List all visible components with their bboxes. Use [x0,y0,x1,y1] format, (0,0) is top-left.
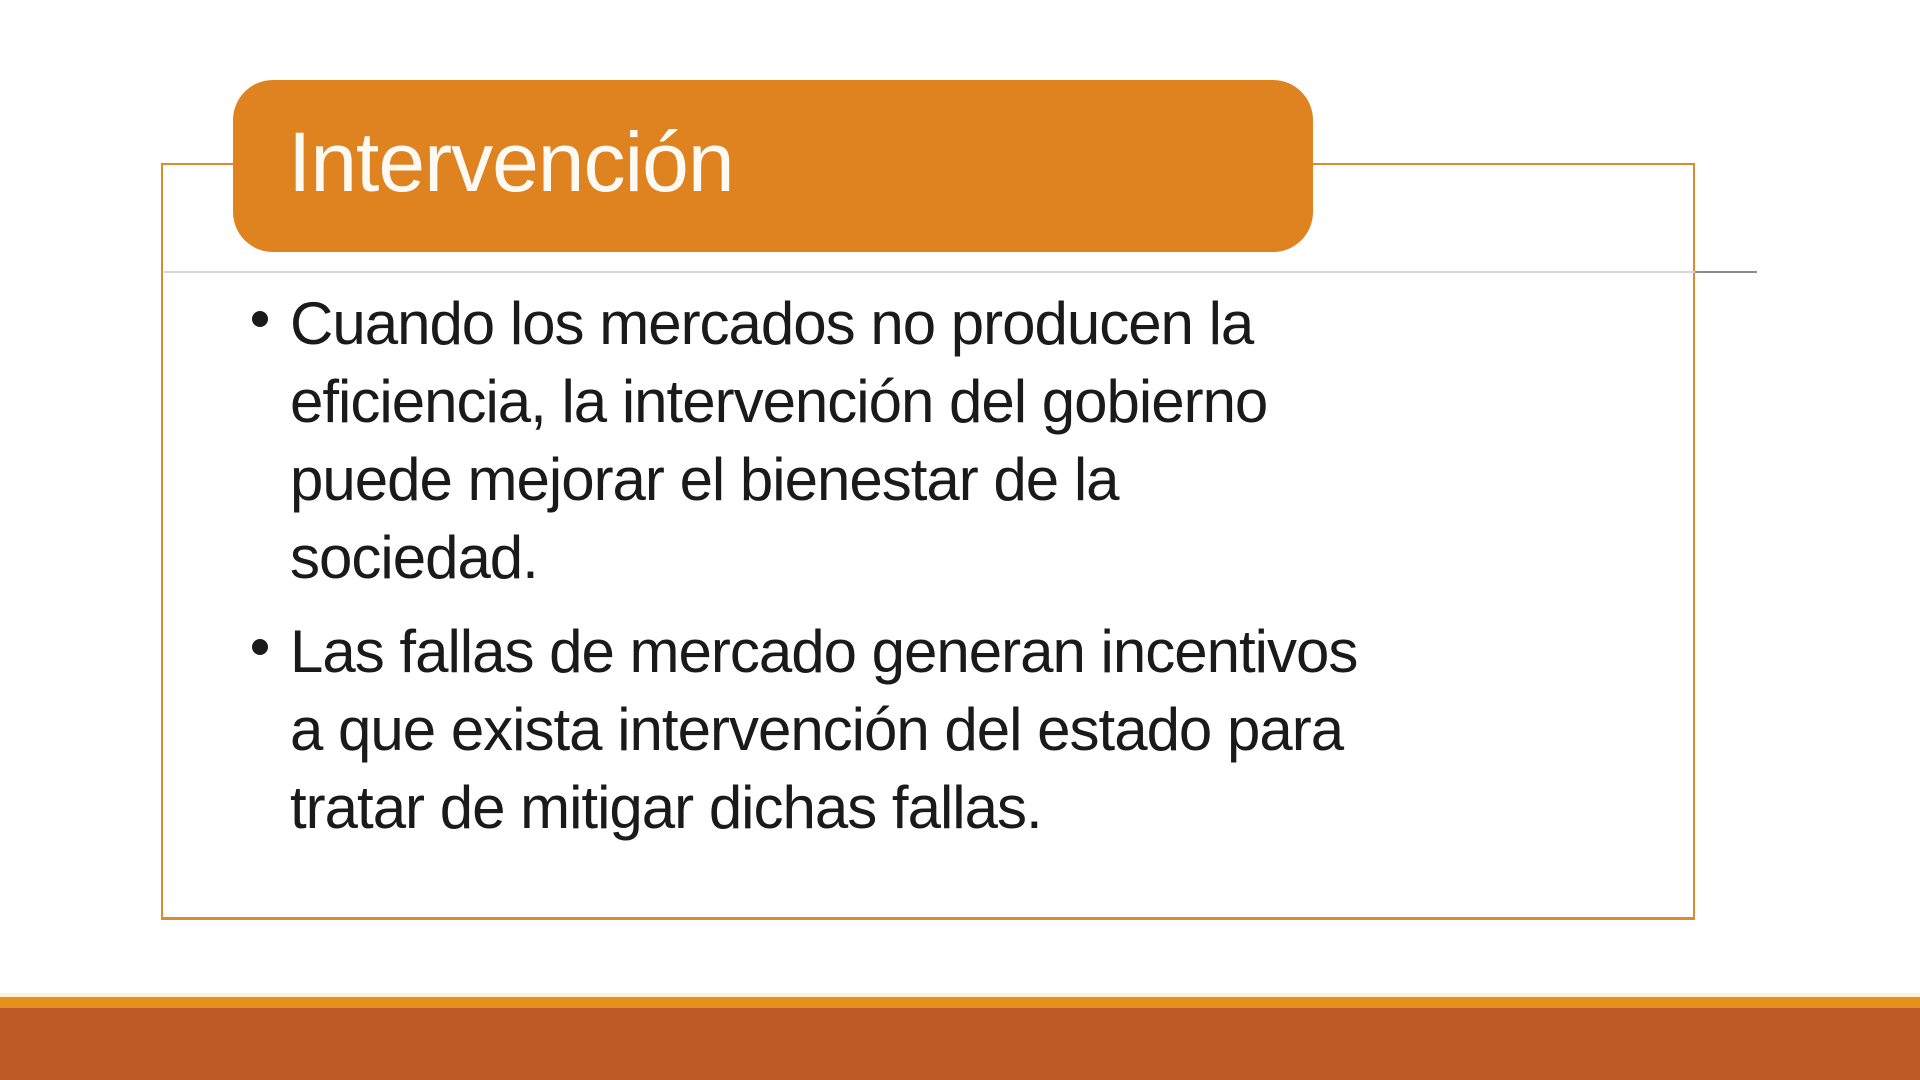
divider-line-dark [1695,271,1757,273]
slide-title: Intervención [288,115,734,209]
footer-bar [0,1008,1920,1080]
bullet-text-line: Cuando los mercados no producen la [290,290,1254,357]
title-banner [233,80,1313,252]
divider-line-light [164,271,1695,273]
bullet-text-line: Las fallas de mercado generan incentivos [290,618,1358,685]
bullet-text-line: sociedad. [290,524,538,591]
bullet-item [252,613,1532,847]
bullet-item [252,285,1532,597]
bullet-marker-icon [252,311,268,327]
bullet-text-line: a que exista intervención del estado para [290,696,1344,763]
bullet-text-line: puede mejorar el bienestar de la [290,446,1119,513]
bullet-text [290,613,1532,847]
bullet-text-line: tratar de mitigar dichas fallas. [290,774,1042,841]
bullet-marker-icon [252,639,268,655]
bullet-list [252,285,1532,847]
footer-orange-strip [0,997,1920,1008]
bullet-text-line: eficiencia, la intervención del gobierno [290,368,1268,435]
bullet-text [290,285,1532,597]
